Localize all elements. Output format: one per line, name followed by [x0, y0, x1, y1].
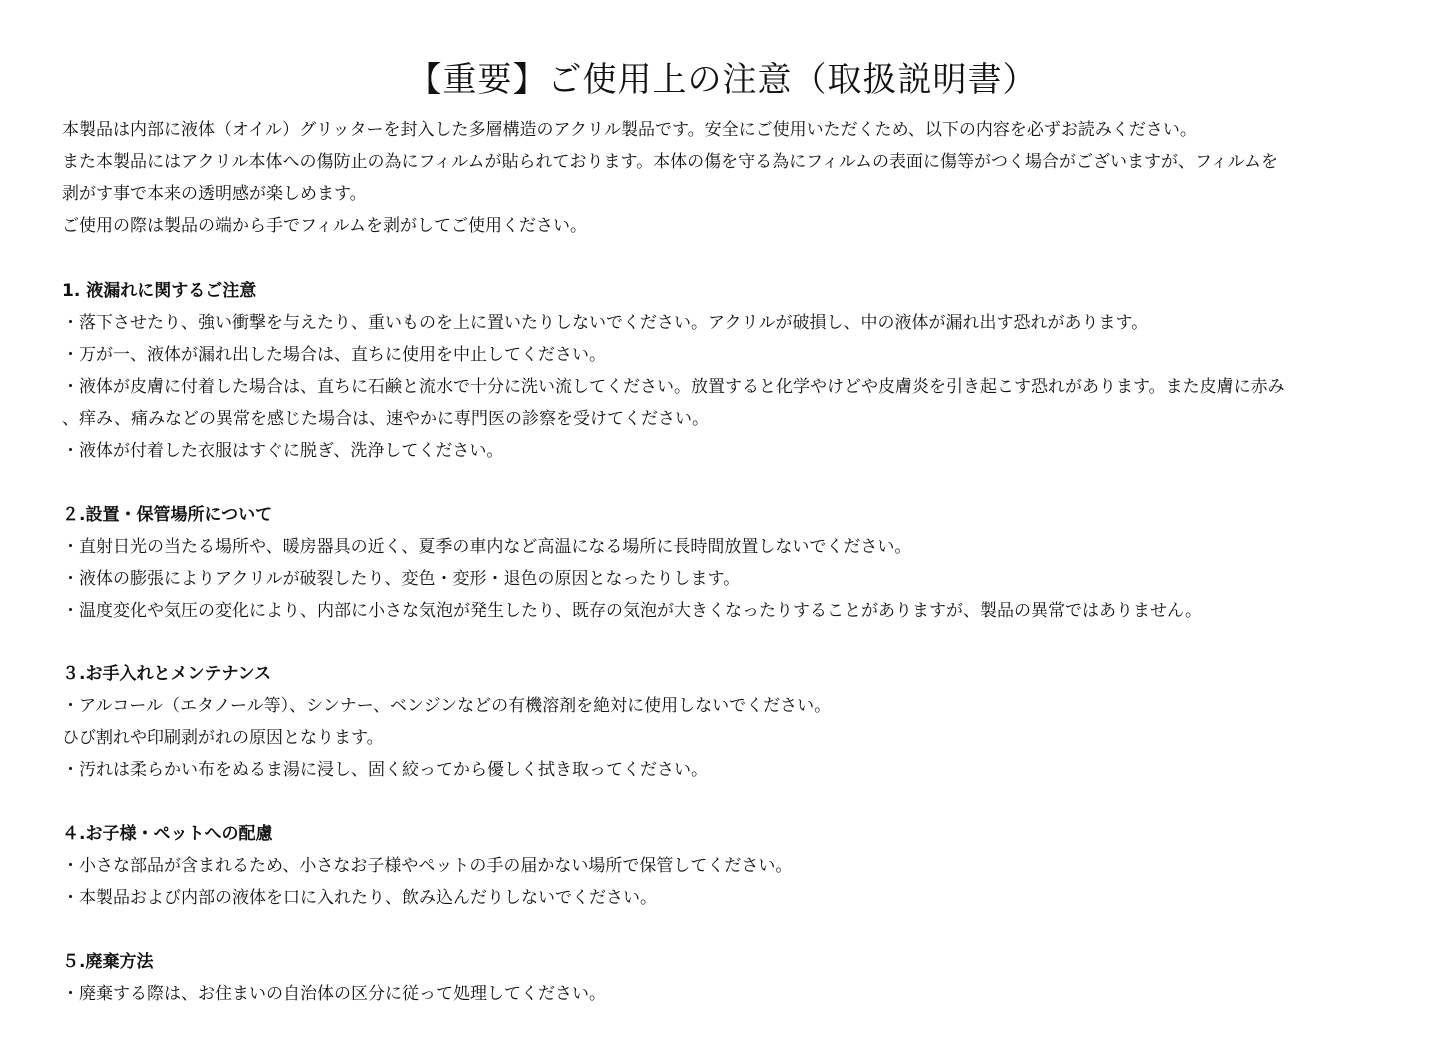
section-line: ・直射日光の当たる場所や、暖房器具の近く、夏季の車内など高温になる場所に長時間放置しないでください。: [62, 537, 912, 557]
section-line: ・落下させたり、強い衝撃を与えたり、重いものを上に置いたりしないでください。アクリルが破損し、中の液体が漏れ出す恐れがあります。: [62, 313, 1149, 333]
intro-line: 剥がす事で本来の透明感が楽しめます。: [62, 184, 367, 204]
section-heading: ４.お子様・ペットへの配慮: [62, 824, 273, 844]
section-heading: ３.お手入れとメンテナンス: [62, 664, 272, 684]
section-line: ・小さな部品が含まれるため、小さなお子様やペットの手の届かない場所で保管してください。: [62, 856, 793, 876]
section-line: ・液体が付着した衣服はすぐに脱ぎ、洗浄してください。: [62, 441, 504, 461]
section-line: ・汚れは柔らかい布をぬるま湯に浸し、固く絞ってから優しく拭き取ってください。: [62, 760, 708, 780]
section-heading: 1. 液漏れに関するご注意: [62, 281, 257, 301]
section-line: ・液体の膨張によりアクリルが破裂したり、変色・変形・退色の原因となったりします。: [62, 569, 741, 589]
section-line: 、痒み、痛みなどの異常を感じた場合は、速やかに専門医の診察を受けてください。: [62, 409, 710, 429]
document-title: 【重要】ご使用上の注意（取扱説明書）: [407, 59, 1038, 100]
intro-line: 本製品は内部に液体（オイル）グリッターを封入した多層構造のアクリル製品です。安全にご使用いただくため、以下の内容を必ずお読みください。: [62, 120, 1197, 140]
section-line: ・廃棄する際は、お住まいの自治体の区分に従って処理してください。: [62, 984, 606, 1004]
section-line: ・アルコール（エタノール等）、シンナー、ベンジンなどの有機溶剤を絶対に使用しないでください。: [62, 696, 832, 716]
section-line: ・温度変化や気圧の変化により、内部に小さな気泡が発生したり、既存の気泡が大きくなったりすることがありますが、製品の異常ではありません。: [62, 601, 1203, 621]
section-heading: ５.廃棄方法: [62, 952, 154, 972]
intro-line: また本製品にはアクリル本体への傷防止の為にフィルムが貼られております。本体の傷を守る為にフィルムの表面に傷等がつく場合がございますが、フィルムを: [62, 152, 1279, 172]
section-line: ひび割れや印刷剥がれの原因となります。: [62, 728, 384, 748]
section-line: ・本製品および内部の液体を口に入れたり、飲み込んだりしないでください。: [62, 888, 657, 908]
intro-line: ご使用の際は製品の端から手でフィルムを剥がしてご使用ください。: [62, 216, 587, 236]
section-line: ・万が一、液体が漏れ出した場合は、直ちに使用を中止してください。: [62, 345, 606, 365]
section-line: ・液体が皮膚に付着した場合は、直ちに石鹸と流水で十分に洗い流してください。放置すると化学やけどや皮膚炎を引き起こす恐れがあります。また皮膚に赤み: [62, 377, 1285, 397]
section-heading: ２.設置・保管場所について: [62, 505, 273, 525]
